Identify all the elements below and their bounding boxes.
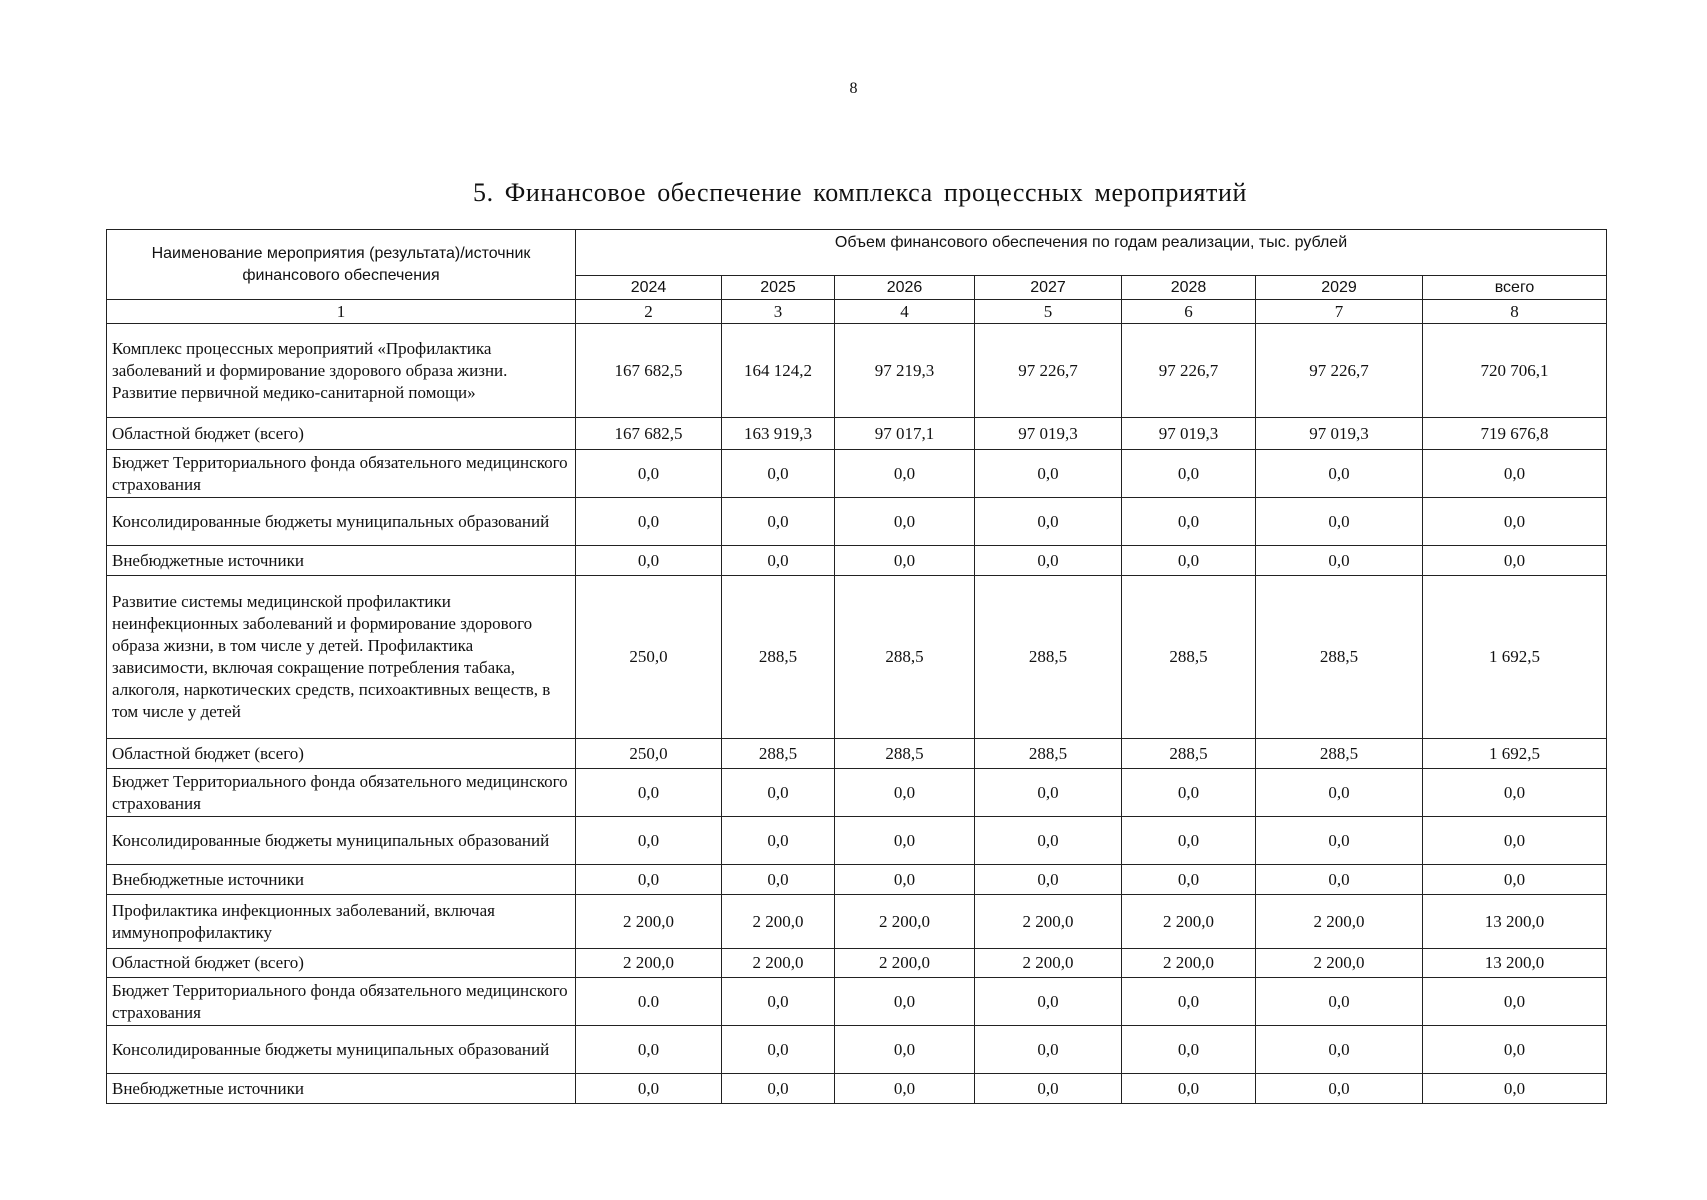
year-value-cell: 2 200,0: [835, 949, 975, 978]
total-value-cell: 0,0: [1423, 546, 1607, 576]
year-value-cell: 0,0: [722, 1074, 835, 1104]
table-row: [107, 895, 1607, 949]
column-number-cell: 6: [1122, 300, 1256, 324]
row-name-cell: Бюджет Территориального фонда обязательного медицинского страхования: [107, 769, 576, 817]
year-value-cell: 0,0: [576, 546, 722, 576]
year-value-cell: 2 200,0: [835, 895, 975, 949]
year-value-cell: 288,5: [1256, 576, 1423, 739]
total-value-cell: 13 200,0: [1423, 949, 1607, 978]
row-name-cell: Внебюджетные источники: [107, 1074, 576, 1104]
table-row: [107, 739, 1607, 769]
total-value-cell: 13 200,0: [1423, 895, 1607, 949]
year-value-cell: 0.0: [576, 978, 722, 1026]
year-value-cell: 164 124,2: [722, 324, 835, 418]
year-value-cell: 288,5: [835, 739, 975, 769]
table-row: [107, 450, 1607, 498]
year-value-cell: 0,0: [722, 498, 835, 546]
year-value-cell: 0,0: [975, 498, 1122, 546]
year-value-cell: 0,0: [975, 817, 1122, 865]
year-value-cell: 167 682,5: [576, 324, 722, 418]
table-row: [107, 546, 1607, 576]
year-value-cell: 0,0: [722, 817, 835, 865]
table-row: [107, 1026, 1607, 1074]
year-value-cell: 0,0: [576, 817, 722, 865]
year-value-cell: 0,0: [975, 769, 1122, 817]
year-value-cell: 2 200,0: [1122, 895, 1256, 949]
year-value-cell: 250,0: [576, 576, 722, 739]
year-value-cell: 0,0: [1256, 546, 1423, 576]
header-year-cell: 2024: [576, 276, 722, 300]
header-year-cell: 2025: [722, 276, 835, 300]
year-value-cell: 288,5: [1122, 576, 1256, 739]
year-value-cell: 97 226,7: [975, 324, 1122, 418]
year-value-cell: 0,0: [722, 769, 835, 817]
table-row: [107, 949, 1607, 978]
year-value-cell: 97 019,3: [1256, 418, 1423, 450]
year-value-cell: 288,5: [835, 576, 975, 739]
year-value-cell: 0,0: [1256, 1026, 1423, 1074]
header-total-cell: всего: [1423, 276, 1607, 300]
year-value-cell: 0,0: [576, 769, 722, 817]
row-name-cell: Бюджет Территориального фонда обязательного медицинского страхования: [107, 450, 576, 498]
column-number-cell: 1: [107, 300, 576, 324]
row-name-cell: Областной бюджет (всего): [107, 418, 576, 450]
year-value-cell: 0,0: [1122, 865, 1256, 895]
column-number-row: [107, 300, 1607, 324]
total-value-cell: 0,0: [1423, 817, 1607, 865]
year-value-cell: 97 219,3: [835, 324, 975, 418]
year-value-cell: 2 200,0: [576, 949, 722, 978]
column-number-cell: 8: [1423, 300, 1607, 324]
year-value-cell: 0,0: [835, 450, 975, 498]
header-name-cell: Наименование мероприятия (результата)/источник финансового обеспечения: [107, 230, 576, 300]
year-value-cell: 0,0: [576, 498, 722, 546]
table-row: [107, 418, 1607, 450]
header-year-cell: 2026: [835, 276, 975, 300]
year-value-cell: 0,0: [975, 978, 1122, 1026]
year-value-cell: 288,5: [1122, 739, 1256, 769]
row-name-cell: Консолидированные бюджеты муниципальных образований: [107, 817, 576, 865]
year-value-cell: 97 017,1: [835, 418, 975, 450]
year-value-cell: 0,0: [576, 450, 722, 498]
row-name-cell: Профилактика инфекционных заболеваний, включая иммунопрофилактику: [107, 895, 576, 949]
year-value-cell: 0,0: [975, 1026, 1122, 1074]
year-value-cell: 0,0: [835, 817, 975, 865]
year-value-cell: 0,0: [722, 450, 835, 498]
table-row: [107, 1074, 1607, 1104]
table-row: [107, 978, 1607, 1026]
year-value-cell: 0,0: [1122, 1074, 1256, 1104]
year-value-cell: 0,0: [1122, 450, 1256, 498]
document-title: 5. Финансовое обеспечение комплекса процессных мероприятий: [472, 178, 1248, 207]
year-value-cell: 2 200,0: [1256, 949, 1423, 978]
table-row: [107, 769, 1607, 817]
year-value-cell: 288,5: [1256, 739, 1423, 769]
year-value-cell: 0,0: [1122, 978, 1256, 1026]
year-value-cell: 2 200,0: [975, 895, 1122, 949]
column-number-cell: 4: [835, 300, 975, 324]
column-number-cell: 5: [975, 300, 1122, 324]
row-name-cell: Областной бюджет (всего): [107, 949, 576, 978]
year-value-cell: 97 019,3: [975, 418, 1122, 450]
year-value-cell: 2 200,0: [722, 895, 835, 949]
year-value-cell: 0,0: [722, 865, 835, 895]
year-value-cell: 163 919,3: [722, 418, 835, 450]
year-value-cell: 0,0: [1122, 769, 1256, 817]
year-value-cell: 0,0: [835, 769, 975, 817]
total-value-cell: 1 692,5: [1423, 739, 1607, 769]
year-value-cell: 0,0: [576, 1074, 722, 1104]
table-row: [107, 576, 1607, 739]
header-year-cell: 2028: [1122, 276, 1256, 300]
row-name-cell: Областной бюджет (всего): [107, 739, 576, 769]
header-year-cell: 2029: [1256, 276, 1423, 300]
year-value-cell: 0,0: [1256, 1074, 1423, 1104]
total-value-cell: 0,0: [1423, 498, 1607, 546]
row-name-cell: Развитие системы медицинской профилактики неинфекционных заболеваний и формирование здорового образа жизни, в том числе у детей. Профилактика зависимости, включая сокращение потребления табака, алкоголя, наркотических средств, психоактивных веществ, в том числе у детей: [107, 576, 576, 739]
header-year-cell: 2027: [975, 276, 1122, 300]
year-value-cell: 288,5: [722, 576, 835, 739]
row-name-cell: Внебюджетные источники: [107, 546, 576, 576]
table-row: [107, 817, 1607, 865]
column-number-cell: 7: [1256, 300, 1423, 324]
year-value-cell: 0,0: [975, 546, 1122, 576]
row-name-cell: Бюджет Территориального фонда обязательного медицинского страхования: [107, 978, 576, 1026]
year-value-cell: 0,0: [722, 1026, 835, 1074]
total-value-cell: 0,0: [1423, 450, 1607, 498]
row-name-cell: Внебюджетные источники: [107, 865, 576, 895]
table-row: [107, 865, 1607, 895]
row-name-cell: Консолидированные бюджеты муниципальных образований: [107, 1026, 576, 1074]
year-value-cell: 0,0: [835, 978, 975, 1026]
total-value-cell: 719 676,8: [1423, 418, 1607, 450]
page-number: 8: [849, 80, 858, 97]
year-value-cell: 288,5: [722, 739, 835, 769]
row-name-cell: Комплекс процессных мероприятий «Профилактика заболеваний и формирование здорового образа жизни. Развитие первичной медико-санитарной помощи»: [107, 324, 576, 418]
year-value-cell: 2 200,0: [722, 949, 835, 978]
year-value-cell: 2 200,0: [1122, 949, 1256, 978]
year-value-cell: 0,0: [975, 1074, 1122, 1104]
total-value-cell: 1 692,5: [1423, 576, 1607, 739]
year-value-cell: 97 226,7: [1122, 324, 1256, 418]
header-row: [107, 230, 1607, 276]
table-row: [107, 324, 1607, 418]
year-value-cell: 0,0: [1122, 546, 1256, 576]
total-value-cell: 0,0: [1423, 1026, 1607, 1074]
year-value-cell: 0,0: [1256, 978, 1423, 1026]
row-name-cell: Консолидированные бюджеты муниципальных образований: [107, 498, 576, 546]
year-value-cell: 97 226,7: [1256, 324, 1423, 418]
year-value-cell: 0,0: [975, 865, 1122, 895]
year-value-cell: 0,0: [1256, 450, 1423, 498]
total-value-cell: 0,0: [1423, 978, 1607, 1026]
year-value-cell: 0,0: [1256, 769, 1423, 817]
year-value-cell: 0,0: [1256, 498, 1423, 546]
year-value-cell: 0,0: [835, 546, 975, 576]
year-value-cell: 0,0: [1122, 498, 1256, 546]
year-value-cell: 97 019,3: [1122, 418, 1256, 450]
year-value-cell: 288,5: [975, 739, 1122, 769]
year-value-cell: 2 200,0: [975, 949, 1122, 978]
year-value-cell: 288,5: [975, 576, 1122, 739]
total-value-cell: 0,0: [1423, 865, 1607, 895]
year-value-cell: 0,0: [576, 1026, 722, 1074]
header-volume-cell: Объем финансового обеспечения по годам реализации, тыс. рублей: [576, 230, 1607, 276]
year-value-cell: 0,0: [835, 865, 975, 895]
table-row: [107, 498, 1607, 546]
year-value-cell: 0,0: [722, 546, 835, 576]
year-value-cell: 0,0: [835, 498, 975, 546]
total-value-cell: 0,0: [1423, 1074, 1607, 1104]
column-number-cell: 2: [576, 300, 722, 324]
year-value-cell: 0,0: [1256, 817, 1423, 865]
year-value-cell: 167 682,5: [576, 418, 722, 450]
year-value-cell: 0,0: [576, 865, 722, 895]
year-value-cell: 0,0: [975, 450, 1122, 498]
year-value-cell: 2 200,0: [576, 895, 722, 949]
column-number-cell: 3: [722, 300, 835, 324]
year-value-cell: 0,0: [1122, 817, 1256, 865]
year-value-cell: 0,0: [1256, 865, 1423, 895]
total-value-cell: 720 706,1: [1423, 324, 1607, 418]
year-value-cell: 0,0: [835, 1026, 975, 1074]
year-value-cell: 250,0: [576, 739, 722, 769]
financing-table: [106, 229, 1607, 1104]
year-value-cell: 0,0: [835, 1074, 975, 1104]
year-value-cell: 2 200,0: [1256, 895, 1423, 949]
year-value-cell: 0,0: [722, 978, 835, 1026]
total-value-cell: 0,0: [1423, 769, 1607, 817]
year-value-cell: 0,0: [1122, 1026, 1256, 1074]
table-body: [107, 230, 1607, 1104]
